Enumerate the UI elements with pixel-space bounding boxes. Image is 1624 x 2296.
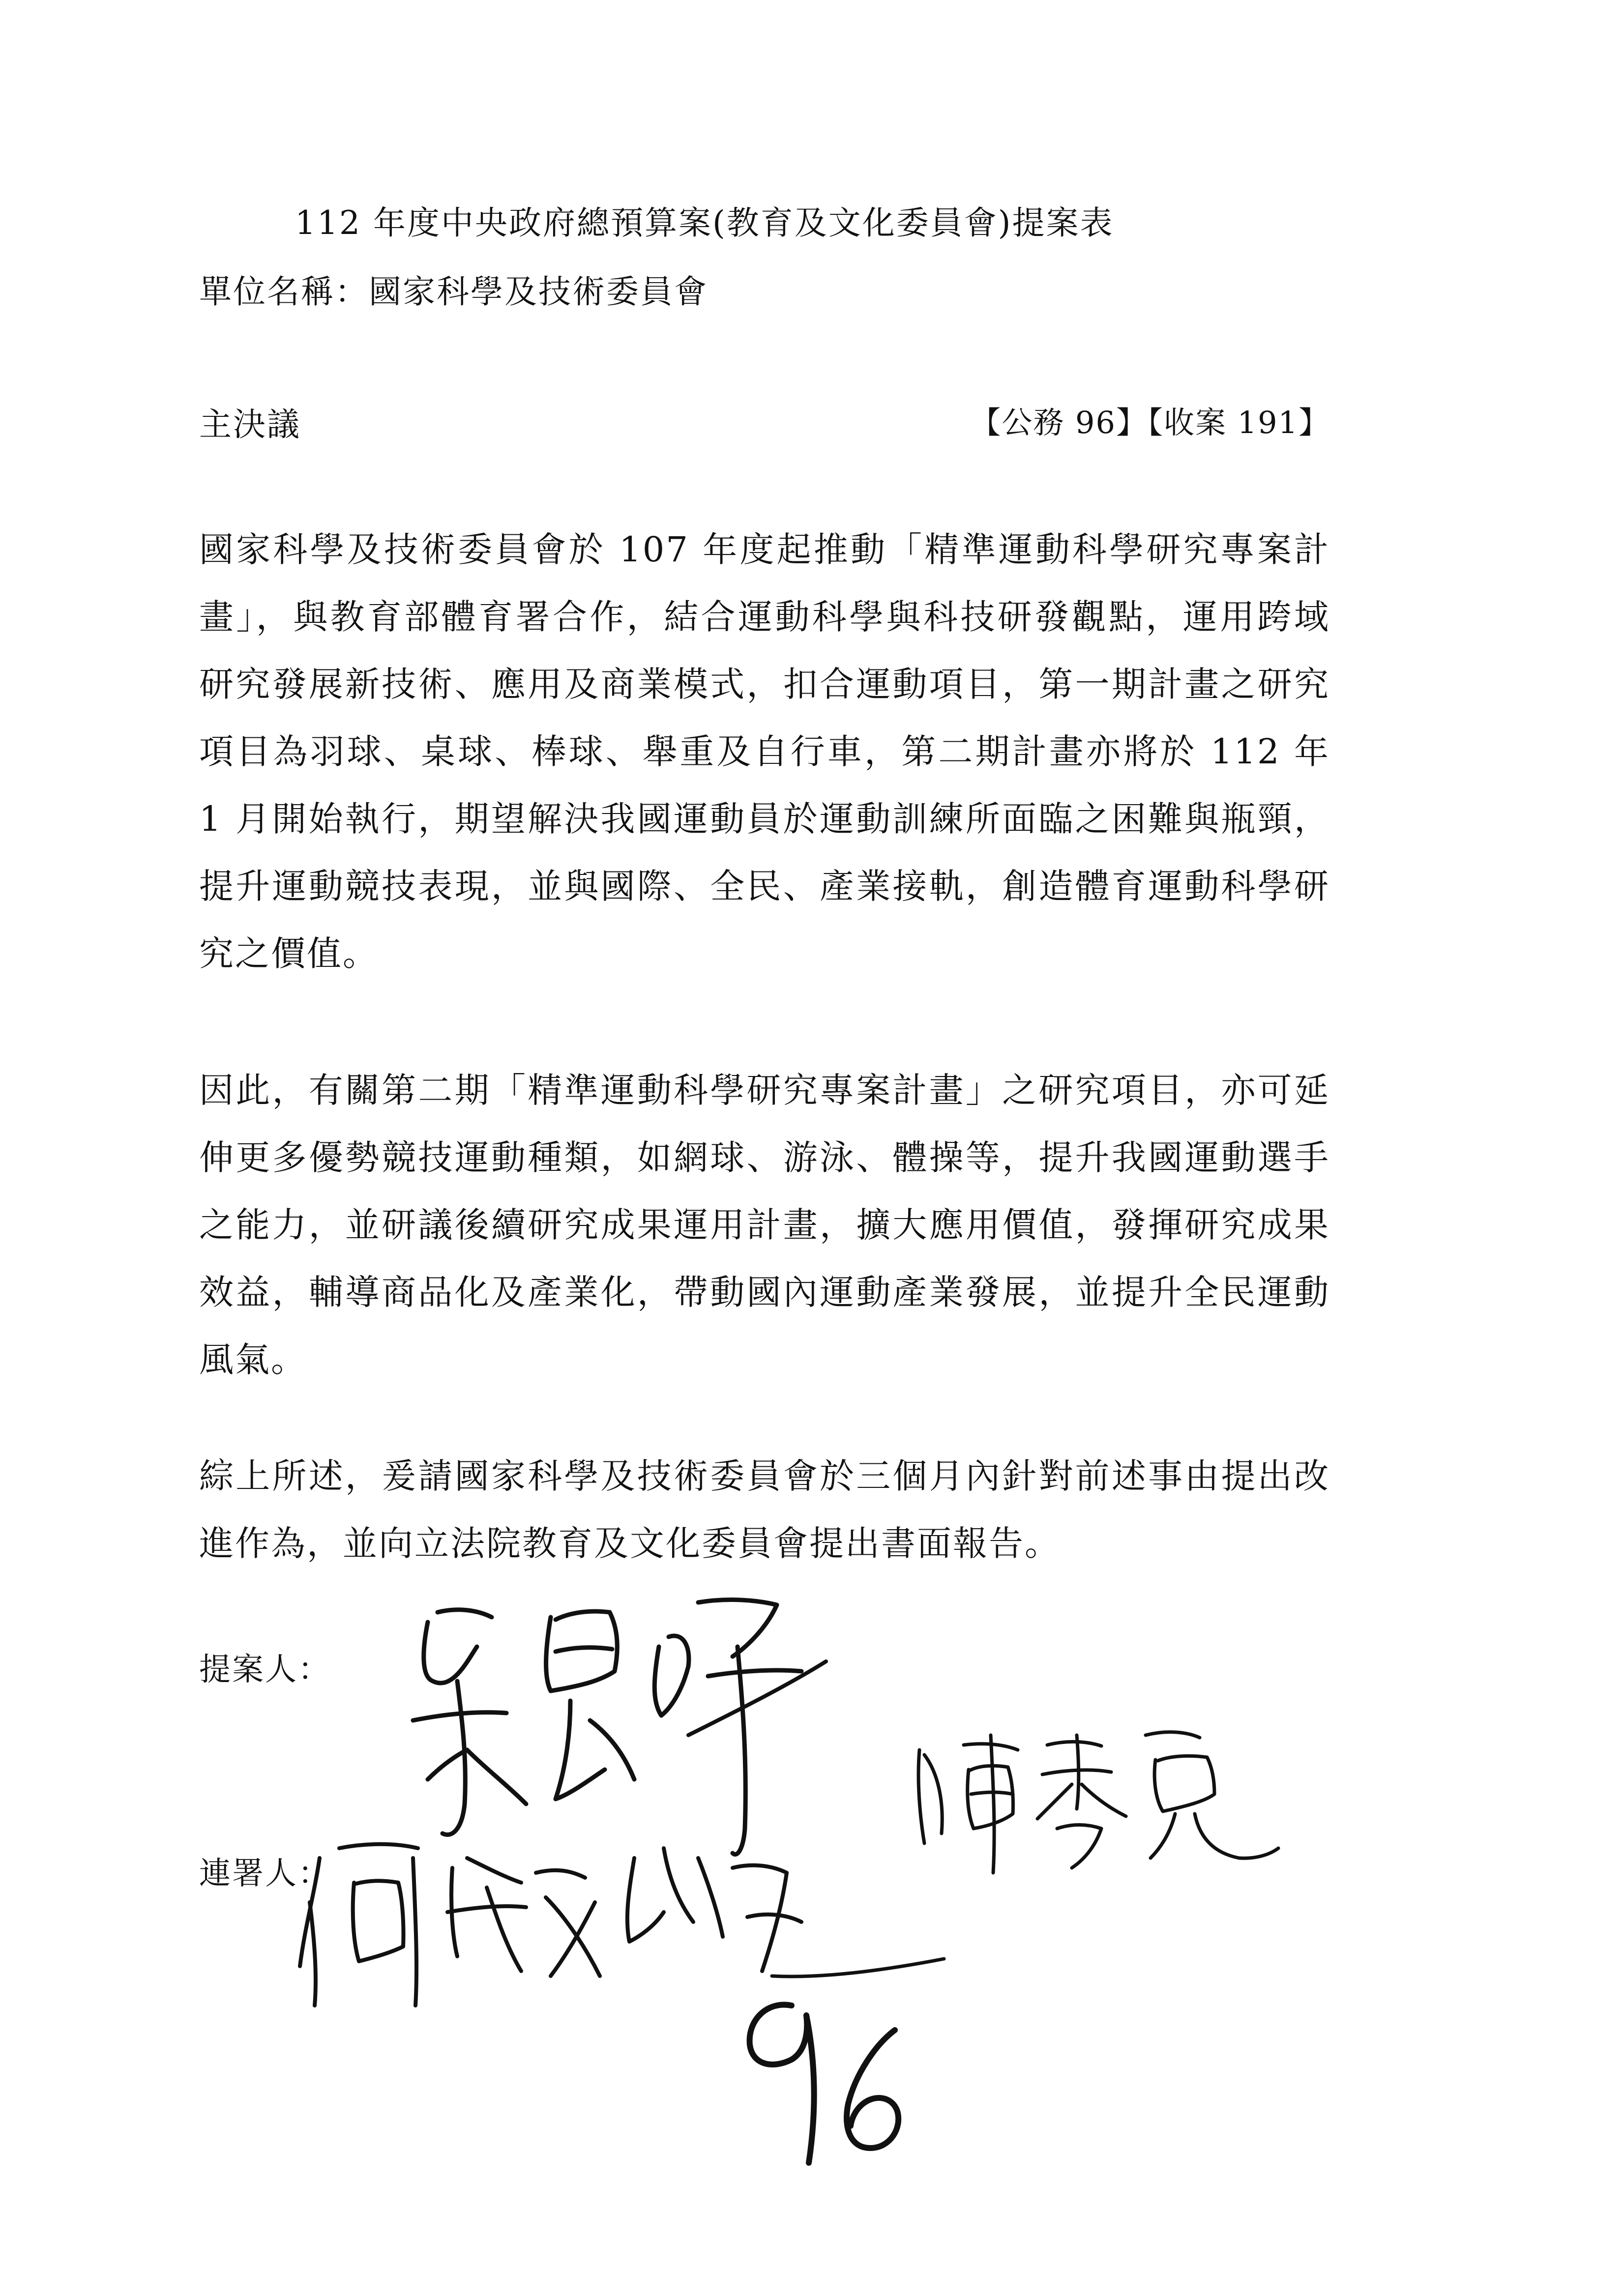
cosigner-signature-2-drawing	[910, 1715, 1283, 1883]
document-title: 112 年度中央政府總預算案(教育及文化委員會)提案表	[295, 204, 1114, 242]
cosigner-label: 連署人：	[199, 1856, 331, 1892]
case-reference: 【公務 96】【收案 191】	[970, 405, 1330, 440]
proposer-label: 提案人：	[199, 1652, 331, 1688]
paragraph-background: 國家科學及技術委員會於 107 年度起推動「精準運動科學研究專案計畫」，與教育部體育署合作，結合運動科學與科技研發觀點，運用跨域研究發展新技術、應用及商業模式，扣合運動項目，第一期計畫之研究項目為羽球、桌球、棒球、舉重及自行車，第二期計畫亦將於 112 年 1 月開始執行，期望解決我國運動員於運動訓練所面臨之困難與瓶頸，提升運動競技表現，並與國際、全民、產業接軌，創造體育運動科學研究之價值。	[199, 529, 1330, 974]
unit-name: 單位名稱：國家科學及技術委員會	[199, 273, 708, 311]
proposer-signature-drawing	[393, 1573, 860, 1868]
handwritten-number-drawing	[718, 1976, 924, 2182]
resolution-label: 主決議	[199, 406, 301, 443]
cosigner-signature-2	[910, 1715, 1283, 1883]
paragraph-conclusion: 綜上所述，爰請國家科學及技術委員會於三個月內針對前述事由提出改進作為，並向立法院教育及文化委員會提出書面報告。	[199, 1456, 1330, 1564]
paragraph-proposal: 因此，有關第二期「精準運動科學研究專案計畫」之研究項目，亦可延伸更多優勢競技運動種類，如網球、游泳、體操等，提升我國運動選手之能力，並研議後續研究成果運用計畫，擴大應用價值，發揮研究成果效益，輔導商品化及產業化，帶動國內運動產業發展，並提升全民運動風氣。	[199, 1070, 1330, 1380]
proposer-signature	[393, 1573, 860, 1868]
handwritten-number	[718, 1976, 924, 2182]
